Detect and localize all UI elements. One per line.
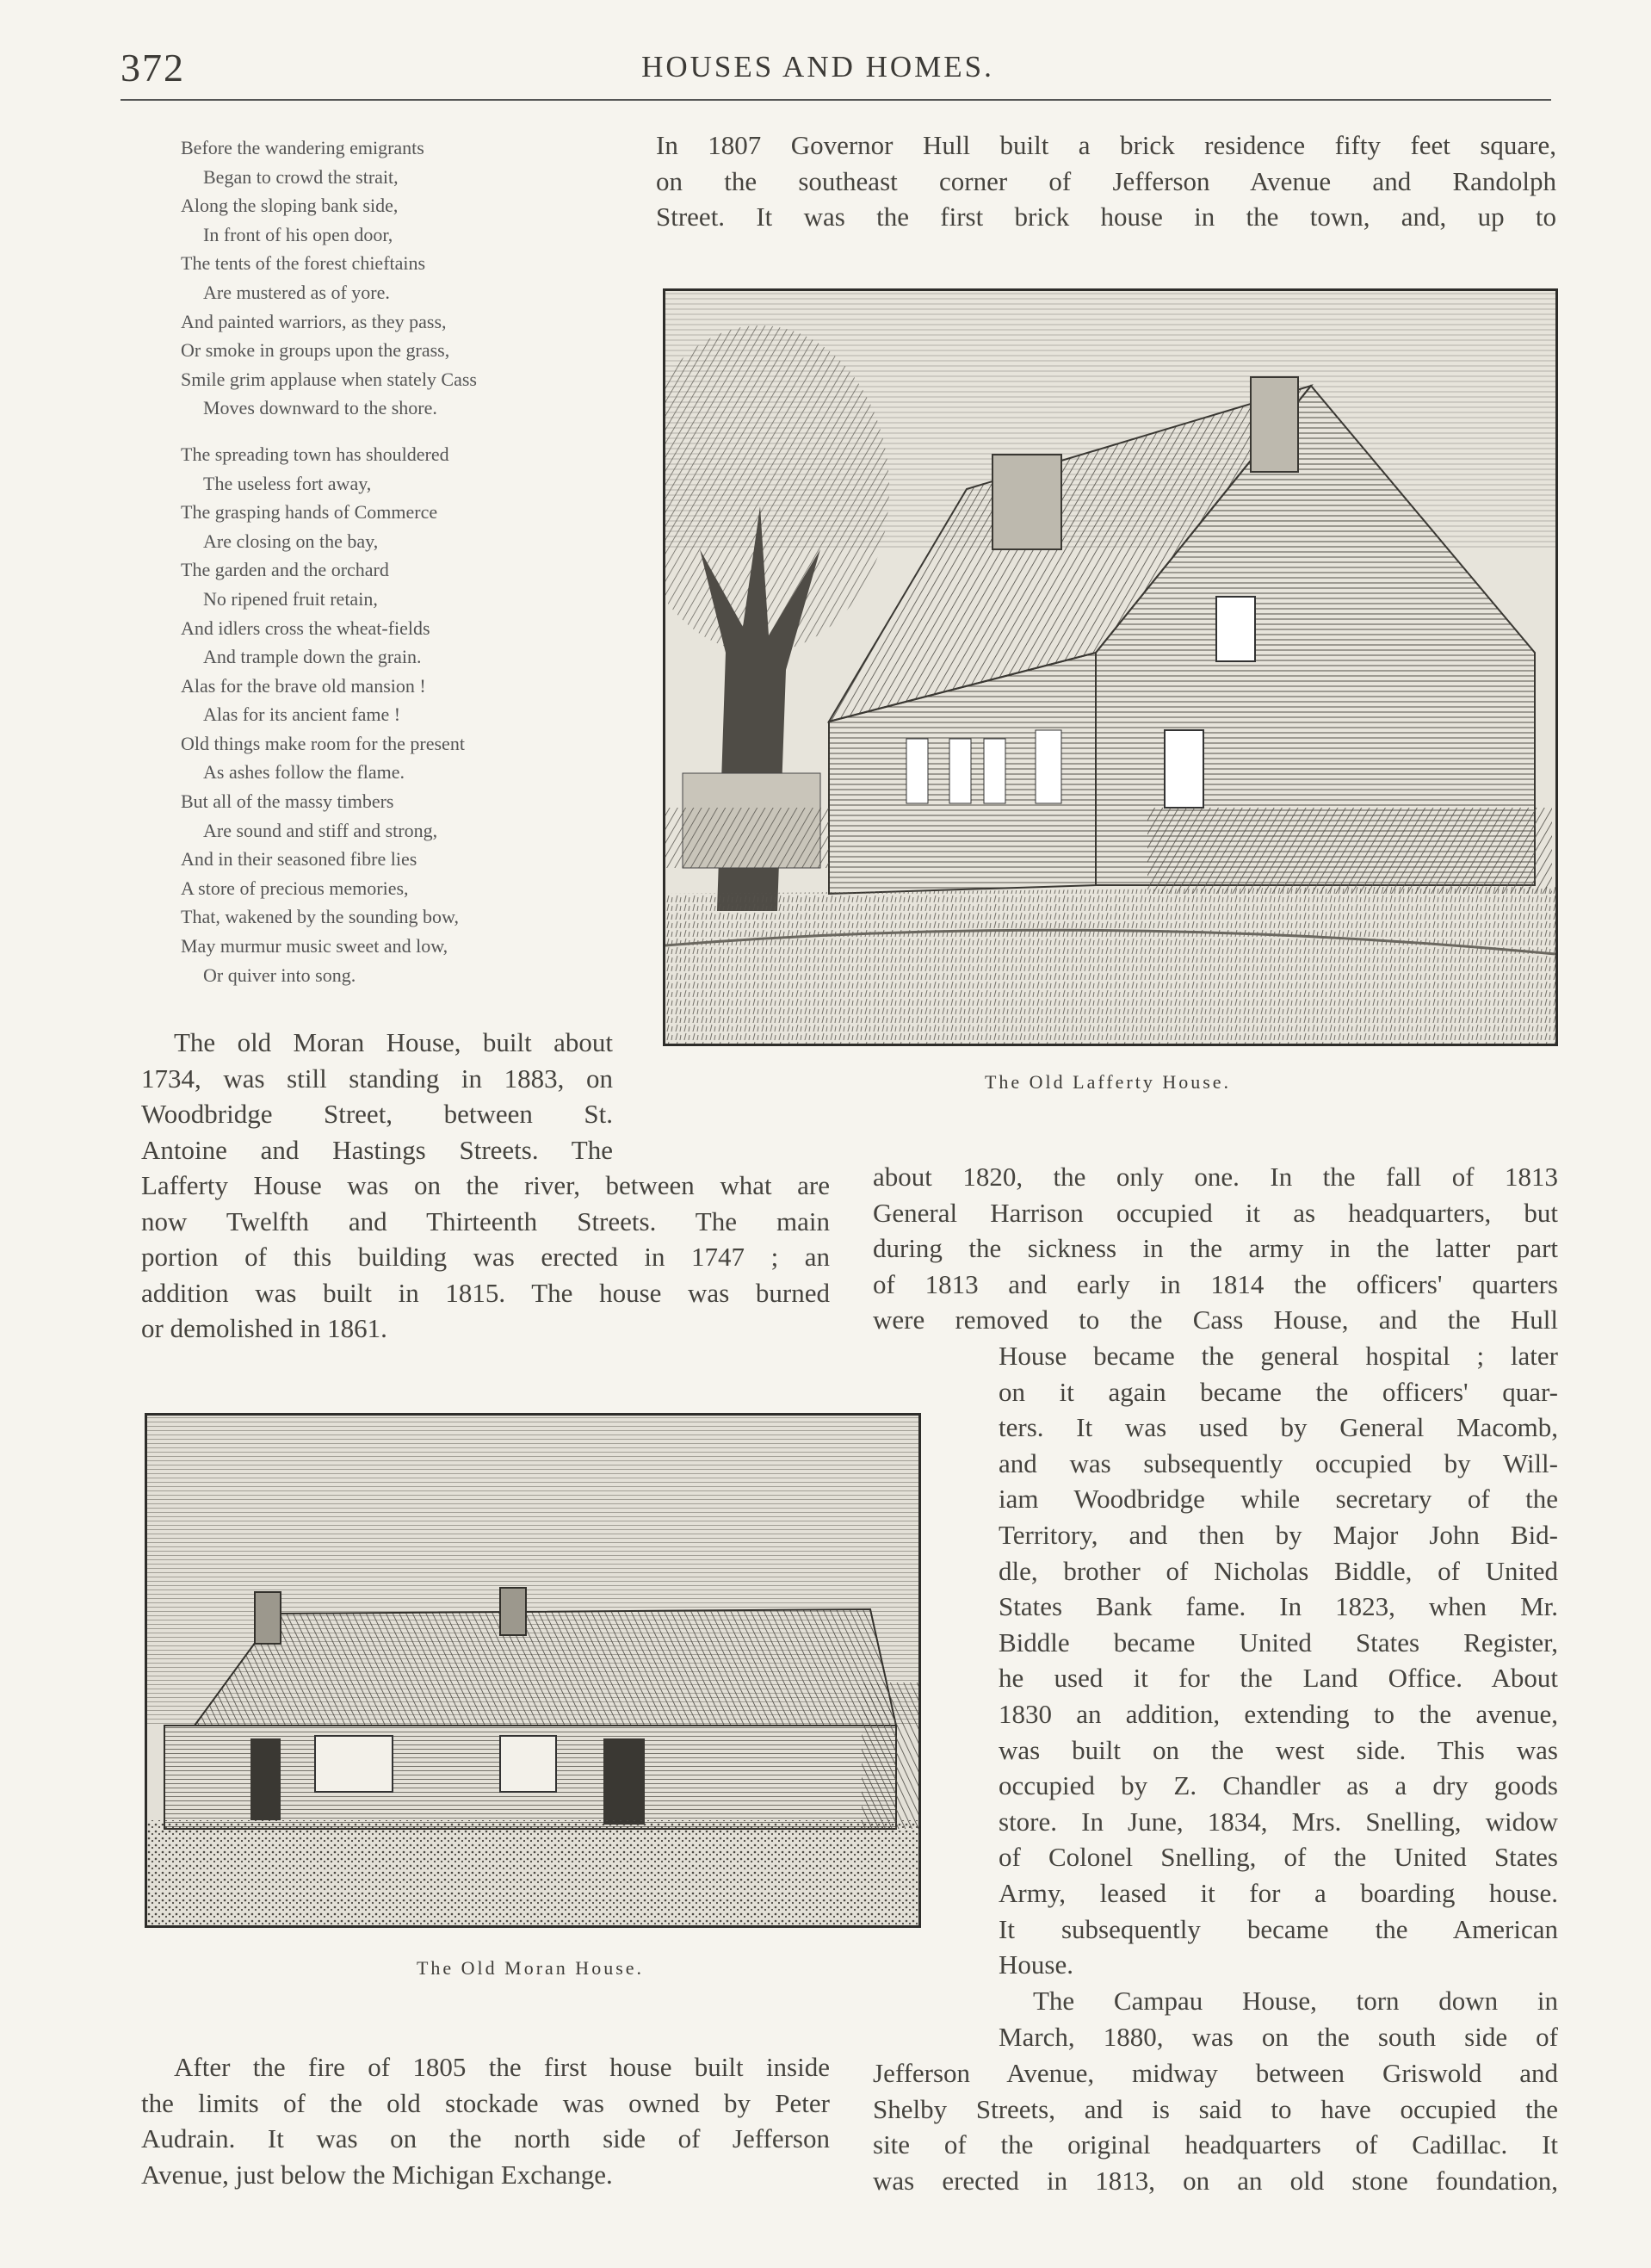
text-line: Jefferson Avenue, midway between Griswold and <box>873 2058 1558 2088</box>
audrain-paragraph <box>141 2049 830 2192</box>
text-line: of Colonel Snelling, of the United States <box>999 1842 1558 1873</box>
text-line: In 1807 Governor Hull built a brick residence fifty feet square, <box>656 130 1556 160</box>
text-line: during the sickness in the army in the latter part <box>873 1233 1558 1264</box>
poem-line: That, wakened by the sounding bow, <box>181 906 460 928</box>
text-line: The Campau House, torn down in <box>1033 1986 1558 2016</box>
text-line: It subsequently became the American <box>999 1913 1558 1944</box>
hull-paragraph-narrow <box>999 1338 1558 1983</box>
text-line: and was subsequently occupied by Will- <box>999 1447 1558 1478</box>
text-line: States Bank fame. In 1823, when Mr. <box>999 1591 1558 1622</box>
text-line: House became the general hospital ; later <box>999 1341 1558 1371</box>
moran-house-engraving <box>145 1413 921 1928</box>
moran-paragraph-narrow <box>141 1025 613 1168</box>
text-line: store. In June, 1834, Mrs. Snelling, widow <box>999 1806 1558 1837</box>
text-line: occupied by Z. Chandler as a dry goods <box>999 1770 1558 1801</box>
header-rule <box>121 99 1551 101</box>
poem-line: And trample down the grain. <box>203 646 422 668</box>
poem-line: The garden and the orchard <box>181 559 389 581</box>
moran-house-illustration <box>147 1416 918 1925</box>
text-line: Lafferty House was on the river, between what are <box>141 1170 830 1200</box>
hull-intro-paragraph <box>656 127 1556 235</box>
poem-line: May murmur music sweet and low, <box>181 935 448 957</box>
text-line: were removed to the Cass House, and the Hull <box>873 1304 1558 1335</box>
poem-line: The tents of the forest chieftains <box>181 252 426 275</box>
text-line: on it again became the officers' quar- <box>999 1376 1558 1407</box>
text-line: now Twelfth and Thirteenth Streets. The main <box>141 1205 830 1236</box>
poem-line: Alas for its ancient fame ! <box>203 703 401 726</box>
poem-line: Are closing on the bay, <box>203 530 379 552</box>
text-line: site of the original headquarters of Cadillac. It <box>873 2129 1558 2160</box>
poem-line: Or quiver into song. <box>203 964 356 986</box>
text-line: Territory, and then by Major John Bid- <box>999 1519 1558 1550</box>
text-line: Street. It was the first brick house in the town, and, up to <box>656 201 1556 232</box>
poem-line: Smile grim applause when stately Cass <box>181 368 477 390</box>
text-line: addition was built in 1815. The house was burned <box>141 1277 830 1308</box>
text-line: After the fire of 1805 the first house built inside <box>174 2052 830 2082</box>
text-line: ters. It was used by General Macomb, <box>999 1412 1558 1443</box>
poem-line: Began to crowd the strait, <box>203 165 399 188</box>
text-line: Woodbridge Street, between St. <box>141 1099 613 1130</box>
poem <box>181 133 628 1007</box>
text-line: he used it for the Land Office. About <box>999 1663 1558 1694</box>
poem-line: The spreading town has shouldered <box>181 443 449 465</box>
text-line: or demolished in 1861. <box>141 1313 387 1344</box>
poem-line: Moves downward to the shore. <box>203 397 437 419</box>
text-line: Antoine and Hastings Streets. The <box>141 1134 613 1165</box>
poem-line: And idlers cross the wheat-fields <box>181 617 430 639</box>
text-line: Shelby Streets, and is said to have occupied the <box>873 2093 1558 2124</box>
hull-paragraph-wide <box>873 1159 1558 1338</box>
text-line: Army, leased it for a boarding house. <box>999 1877 1558 1908</box>
lafferty-house-illustration <box>665 291 1555 1044</box>
poem-line: But all of the massy timbers <box>181 790 394 813</box>
campau-paragraph-narrow <box>999 1983 1558 2054</box>
poem-line: In front of his open door, <box>203 223 393 245</box>
lafferty-house-caption: The Old Lafferty House. <box>984 1071 1232 1093</box>
poem-line: Before the wandering emigrants <box>181 137 424 158</box>
poem-line: Are sound and stiff and strong, <box>203 819 438 841</box>
poem-line: No ripened fruit retain, <box>203 587 378 610</box>
text-line: 1734, was still standing in 1883, on <box>141 1063 613 1094</box>
poem-line: Old things make room for the present <box>181 732 465 754</box>
poem-stanza-2 <box>181 440 628 989</box>
lafferty-house-engraving <box>663 288 1558 1046</box>
text-line: Avenue, just below the Michigan Exchange. <box>141 2159 613 2190</box>
text-line: on the southeast corner of Jefferson Avenue and Randolph <box>656 165 1556 196</box>
text-line: portion of this building was erected in 1747 ; an <box>141 1242 830 1273</box>
poem-line: A store of precious memories, <box>181 877 409 899</box>
poem-line: Along the sloping bank side, <box>181 195 399 217</box>
page-number: 372 <box>121 46 185 90</box>
text-line: was erected in 1813, on an old stone foundation, <box>873 2165 1558 2196</box>
moran-paragraph-wide <box>141 1168 830 1347</box>
text-line: iam Woodbridge while secretary of the <box>999 1484 1558 1515</box>
poem-stanza-1 <box>181 133 628 423</box>
text-line: about 1820, the only one. In the fall of 1813 <box>873 1162 1558 1192</box>
poem-line: As ashes follow the flame. <box>203 761 405 784</box>
text-line: the limits of the old stockade was owned by Peter <box>141 2087 830 2118</box>
poem-line: The useless fort away, <box>203 472 372 494</box>
text-line: Biddle became United States Register, <box>999 1627 1558 1658</box>
poem-line: Or smoke in groups upon the grass, <box>181 339 450 362</box>
poem-line: The grasping hands of Commerce <box>181 501 438 524</box>
running-title: HOUSES AND HOMES. <box>641 50 994 84</box>
text-line: of 1813 and early in 1814 the officers' quarters <box>873 1268 1558 1299</box>
text-line: General Harrison occupied it as headquarters, but <box>873 1197 1558 1228</box>
text-line: Audrain. It was on the north side of Jefferson <box>141 2123 830 2154</box>
poem-line: Are mustered as of yore. <box>203 281 390 303</box>
text-line: House. <box>999 1949 1073 1980</box>
poem-line: And in their seasoned fibre lies <box>181 848 417 871</box>
text-line: March, 1880, was on the south side of <box>999 2021 1558 2052</box>
text-line: The old Moran House, built about <box>174 1027 613 1057</box>
text-line: 1830 an addition, extending to the avenue, <box>999 1698 1558 1729</box>
poem-line: And painted warriors, as they pass, <box>181 310 447 332</box>
poem-line: Alas for the brave old mansion ! <box>181 674 426 697</box>
campau-paragraph-wide <box>873 2055 1558 2198</box>
moran-house-caption: The Old Moran House. <box>416 1957 645 1979</box>
text-line: dle, brother of Nicholas Biddle, of United <box>999 1555 1558 1586</box>
text-line: was built on the west side. This was <box>999 1734 1558 1765</box>
running-head <box>0 45 1651 88</box>
